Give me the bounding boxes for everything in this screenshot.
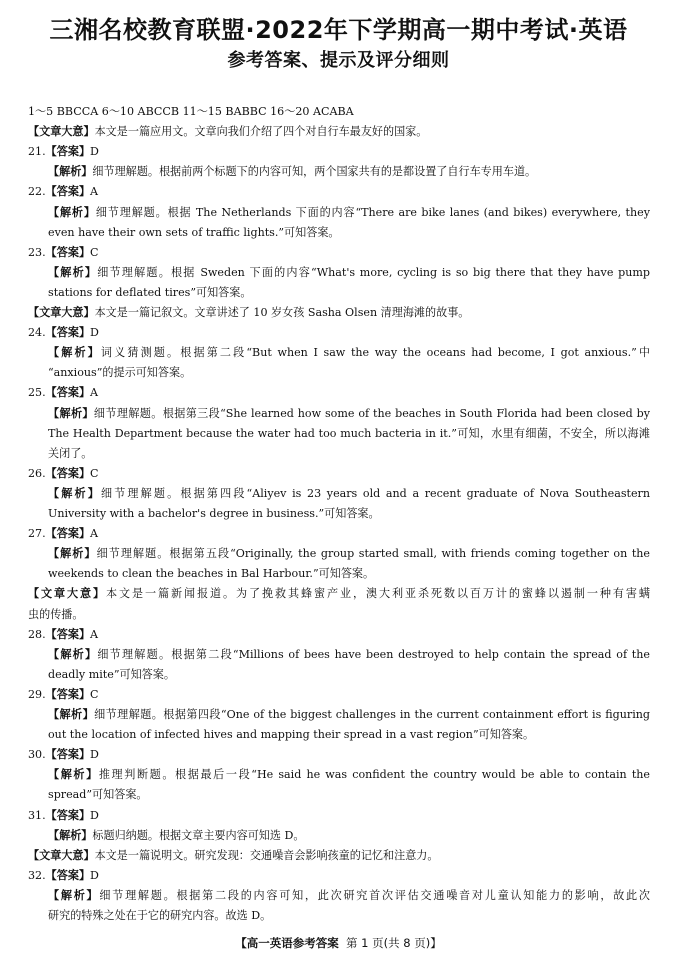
answer-tag: 【答案】 [45, 185, 91, 199]
content-line [28, 806, 650, 826]
line-text: stations for deflated tires”可知答案。 [48, 285, 252, 299]
footer-page-number: 第 1 页(共 8 页)】 [346, 936, 442, 950]
line-text: 推理判断题。根据最后一段“He said he was confident the country would be able to contain the [98, 768, 650, 782]
page-footer [0, 935, 677, 951]
line-text: 细节理解题。根据第三段“She learned how some of the beaches in South Florida had been closed by [93, 406, 650, 420]
explanation-tag: 【解析】 [48, 647, 98, 661]
content-line [48, 665, 650, 685]
explanation-tag: 【解析】 [48, 265, 98, 279]
content-line [48, 424, 650, 444]
content-line [48, 504, 650, 524]
content-line [48, 263, 650, 283]
explanation-tag: 【解析】 [48, 406, 94, 420]
content-line [28, 122, 650, 142]
content-line [28, 605, 650, 625]
question-number: 28. [28, 627, 46, 641]
answer-letter: A [90, 185, 99, 199]
content-line [28, 182, 650, 202]
answer-tag: 【答案】 [45, 808, 91, 822]
summary-tag: 【文章大意】 [28, 306, 95, 319]
content-line [28, 866, 650, 886]
line-text: weekends to clean the beaches in Bal Harbour.”可知答案。 [48, 567, 375, 581]
explanation-tag: 【解析】 [48, 828, 93, 842]
answer-letter: A [90, 527, 99, 541]
line-text: spread”可知答案。 [48, 788, 148, 802]
explanation-tag: 【解析】 [48, 708, 95, 721]
answer-letter: C [90, 687, 99, 701]
answer-tag: 【答案】 [45, 627, 91, 641]
answer-tag: 【答案】 [45, 326, 91, 340]
answer-tag: 【答案】 [45, 748, 91, 762]
line-text: 细节理解题。根据 Sweden 下面的内容“What's more, cycling is so big there that they have pump [97, 265, 650, 279]
answer-tag: 【答案】 [45, 386, 91, 400]
content-line [48, 725, 650, 745]
line-text: 细节理解题。根据第二段的内容可知，此次研究首次评估交通噪音对儿童认知能力的影响，故此次 [99, 888, 650, 902]
content-line [28, 303, 650, 323]
content-line [48, 484, 650, 504]
line-text: “anxious”的提示可知答案。 [48, 366, 192, 380]
content-line [28, 524, 650, 544]
content-line [28, 745, 650, 765]
content-line [48, 363, 650, 383]
line-text: 研究的特殊之处在于它的研究内容。故选 D。 [48, 909, 272, 922]
line-text: University with a bachelor's degree in business.”可知答案。 [48, 507, 380, 520]
line-text: 细节理解题。根据前两个标题下的内容可知，两个国家共有的是都设置了自行车专用车道。 [92, 165, 537, 179]
question-number: 32. [28, 868, 46, 882]
content-line [28, 323, 650, 343]
summary-tag: 【文章大意】 [28, 587, 106, 601]
explanation-tag: 【解析】 [48, 346, 101, 360]
line-text: 本文是一篇应用文。文章向我们介绍了四个对自行车最友好的国家。 [94, 125, 428, 139]
line-text: 细节理解题。根据 The Netherlands 下面的内容“There are bike lanes (and bikes) everywhere, they [95, 205, 650, 219]
content-line [48, 343, 650, 363]
content-line [48, 203, 650, 223]
answer-letter: A [90, 627, 99, 641]
explanation-tag: 【解析】 [48, 165, 93, 179]
content-line [48, 765, 650, 785]
answer-letter: D [90, 326, 99, 340]
answer-letter: D [90, 748, 99, 762]
line-text: 词义猜测题。根据第二段“But when I saw the way the oceans had become, I got anxious.”中 [100, 346, 650, 360]
question-number: 23. [28, 245, 46, 259]
line-text: 本文是一篇记叙文。文章讲述了 10 岁女孩 Sasha Olsen 清理海滩的故事。 [94, 306, 470, 319]
question-number: 26. [28, 466, 46, 480]
content-line [28, 464, 650, 484]
content-line [48, 223, 650, 243]
line-text: out the location of infected hives and mapping their spread in a vast region”可知答案。 [48, 728, 535, 742]
content-line [48, 444, 650, 464]
content-line [28, 243, 650, 263]
answer-letter: C [90, 245, 99, 259]
content-line [48, 886, 650, 906]
page-subtitle: 参考答案、提示及评分细则 [227, 50, 450, 71]
answer-tag: 【答案】 [45, 245, 91, 259]
question-number: 30. [28, 748, 46, 762]
line-text: 本文是一篇新闻报道。为了挽救其蜂蜜产业，澳大利亚杀死数以百万计的蜜蜂以遏制一种有害螨 [106, 587, 650, 601]
summary-tag: 【文章大意】 [28, 848, 95, 862]
content-line [48, 645, 650, 665]
answer-tag: 【答案】 [45, 466, 91, 480]
content-line [48, 785, 650, 805]
line-text: 关闭了。 [48, 446, 93, 460]
question-number: 31. [28, 808, 46, 822]
content-line [48, 906, 650, 926]
content-line [48, 283, 650, 303]
line-text: 本文是一篇说明文。研究发现：交通噪音会影响孩童的记忆和注意力。 [94, 848, 439, 862]
question-number: 27. [28, 527, 46, 541]
line-text: deadly mite”可知答案。 [48, 667, 175, 681]
line-text: The Health Department because the water had too much bacteria in it.”可知，水里有细菌，不安全，所以海滩 [48, 426, 650, 440]
line-text: 细节理解题。根据第四段“Aliyev is 23 years old and a recent graduate of Nova Southeastern [100, 486, 650, 500]
content-line [48, 404, 650, 424]
line-text: 细节理解题。根据第五段“Originally, the group started small, with friends coming together on the [96, 547, 650, 561]
answer-letter: D [90, 808, 99, 822]
answer-letter: C [90, 466, 99, 480]
summary-tag: 【文章大意】 [28, 125, 95, 139]
line-text: 细节理解题。根据第四段“One of the biggest challenges in the current containment effort is figuring [94, 708, 650, 721]
content-line [48, 564, 650, 584]
answer-letter: D [90, 868, 99, 882]
question-number: 24. [28, 326, 46, 340]
answer-tag: 【答案】 [45, 527, 91, 541]
explanation-tag: 【解析】 [48, 486, 101, 500]
answer-letter: A [90, 386, 99, 400]
content-line [28, 584, 650, 604]
line-text: 虫的传播。 [28, 607, 84, 621]
page-title: 三湘名校教育联盟·2022年下学期高一期中考试·英语 [49, 16, 628, 44]
question-number: 29. [28, 687, 46, 701]
content-line [28, 625, 650, 645]
content-line [28, 142, 650, 162]
answer-letter: D [90, 145, 99, 159]
line-text: even have their own sets of traffic lights.”可知答案。 [48, 225, 340, 239]
content-line [48, 544, 650, 564]
content-line [28, 685, 650, 705]
multiple-choice-answer-key: 1～5 BBCCA 6～10 ABCCB 11～15 BABBC 16～20 ACABA [28, 105, 354, 118]
explanation-tag: 【解析】 [48, 547, 97, 561]
explanation-tag: 【解析】 [48, 888, 100, 902]
answer-tag: 【答案】 [45, 145, 91, 159]
line-text: 细节理解题。根据第二段“Millions of bees have been destroyed to help contain the spread of the [97, 647, 650, 661]
explanation-tag: 【解析】 [48, 768, 99, 782]
footer-label: 【高一英语参考答案 [235, 936, 339, 950]
question-number: 21. [28, 145, 46, 159]
content-line [48, 162, 650, 182]
content-line [48, 826, 650, 846]
answer-tag: 【答案】 [45, 687, 91, 701]
content-line [48, 705, 650, 725]
content-line [28, 383, 650, 403]
content-line [28, 846, 650, 866]
question-number: 22. [28, 185, 46, 199]
explanation-tag: 【解析】 [48, 205, 96, 219]
answer-tag: 【答案】 [45, 868, 91, 882]
line-text: 标题归纳题。根据文章主要内容可知选 D。 [92, 828, 305, 842]
question-number: 25. [28, 386, 46, 400]
